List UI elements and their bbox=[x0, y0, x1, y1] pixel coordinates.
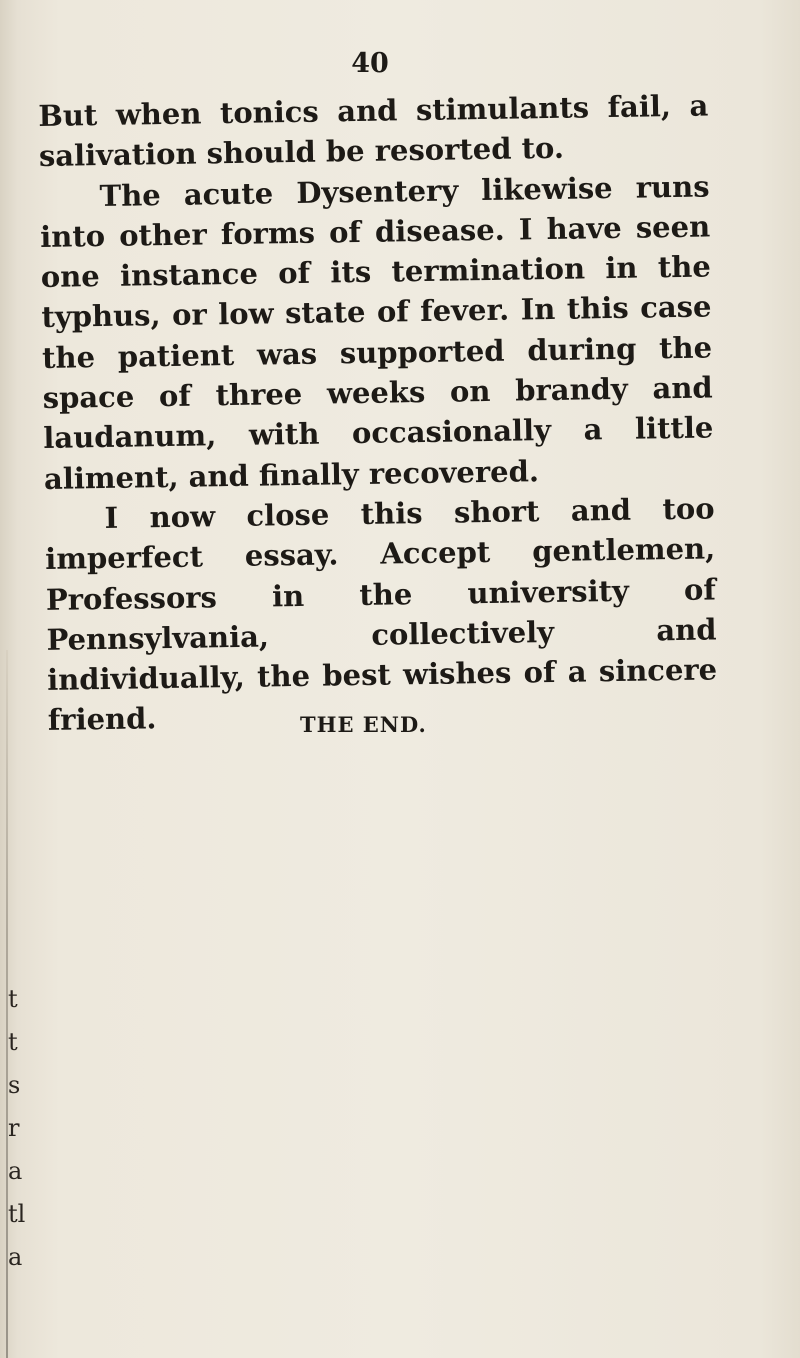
body-text bbox=[38, 85, 718, 740]
the-end-heading: THE END. bbox=[300, 712, 427, 737]
margin-letter: s bbox=[8, 1071, 21, 1099]
margin-letter: t bbox=[8, 1028, 18, 1056]
margin-letter: t bbox=[8, 985, 18, 1013]
bleed-through-margin bbox=[8, 978, 38, 1279]
margin-letter: a bbox=[8, 1157, 23, 1185]
margin-letter: a bbox=[8, 1243, 23, 1271]
margin-letter: tl bbox=[8, 1200, 26, 1228]
paragraph-2: The acute Dysentery likewise runs into other forms of disease. I have seen one instance of its termination in the typhus, or low state of fever. In this case the patient was supported during the space of three weeks on brandy and laudanum, with occasionally a little aliment, and finally recovered. bbox=[39, 169, 714, 496]
page-number: 40 bbox=[351, 48, 389, 79]
paragraph-3: I now close this short and too imperfect essay. Accept gentlemen, Professors in the university of Pennsylvania, collectively and individually, the best wishes of a sincere friend. bbox=[45, 491, 718, 738]
margin-letter: r bbox=[8, 1114, 20, 1142]
paragraph-1: But when tonics and stimulants fail, a salivation should be resorted to. bbox=[38, 88, 709, 174]
